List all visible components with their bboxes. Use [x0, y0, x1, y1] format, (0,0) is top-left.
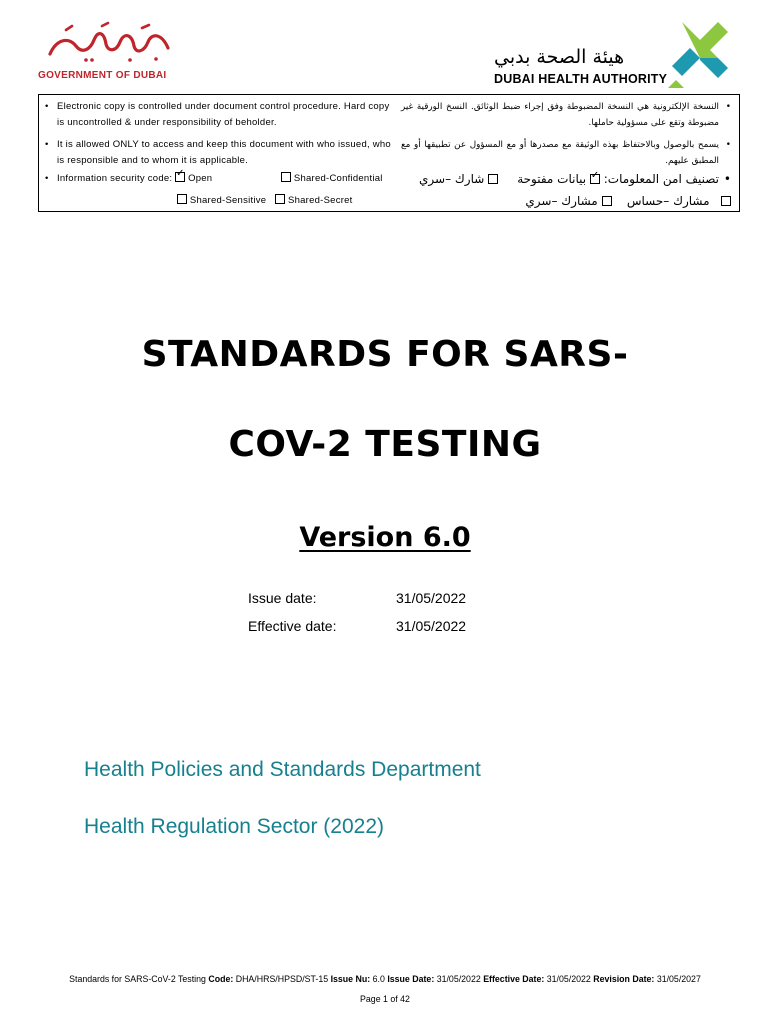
checkbox-ar-shared-sensitive: [721, 196, 731, 206]
footer-doc-name: Standards for SARS-CoV-2 Testing: [69, 974, 206, 984]
footer-effective-value: 31/05/2022: [546, 974, 591, 984]
option-shared-confidential-group: [281, 171, 383, 187]
footer-code-value: DHA/HRS/HPSD/ST-15: [235, 974, 329, 984]
page-number: Page 1 of 42: [360, 994, 410, 1004]
dha-logo-english: DUBAI HEALTH AUTHORITY: [494, 72, 668, 86]
document-version: Version 6.0: [299, 522, 471, 553]
footer-issue-date-value: 31/05/2022: [436, 974, 481, 984]
dha-logo-arabic: هيئة الصحة بدبي: [494, 46, 625, 68]
page-footer: [0, 974, 770, 984]
footer-issue-no-value: 6.0: [372, 974, 385, 984]
checkbox-open-checked: [175, 172, 185, 182]
option-shared-secret: Shared-Secret: [288, 195, 353, 206]
footer-revision-value: 31/05/2027: [656, 974, 701, 984]
footer-code-label: Code:: [208, 974, 234, 984]
checkbox-ar-shared-secret: [488, 174, 498, 184]
document-title-line-2: COV-2 TESTING: [228, 424, 542, 465]
checkbox-ar-shared-secret-2: [602, 196, 612, 206]
footer-issue-date-label: Issue Date:: [387, 974, 435, 984]
dha-emblem-icon: [660, 18, 740, 88]
footer-effective-label: Effective Date:: [483, 974, 545, 984]
effective-date-value: 31/05/2022: [396, 618, 467, 634]
option-shared-sensitive: Shared-Sensitive: [189, 195, 267, 206]
checkbox-shared-sensitive: [177, 194, 187, 204]
security-code-label: Information security code:: [57, 173, 173, 184]
dubai-health-authority-logo: [490, 18, 740, 88]
government-of-dubai-logo: [38, 20, 188, 82]
dubai-calligraphy-icon: [46, 20, 174, 64]
option-shared-confidential: Shared-Confidential: [293, 173, 383, 184]
checkbox-shared-secret: [275, 194, 285, 204]
document-title-line-1: STANDARDS FOR SARS-: [141, 334, 629, 375]
effective-date-label: Effective date:: [248, 618, 337, 634]
issue-date-label: Issue date:: [248, 590, 317, 606]
option-shared-sensitive-group: [177, 193, 353, 209]
footer-issue-no-label: Issue Nu:: [330, 974, 371, 984]
footer-revision-label: Revision Date:: [593, 974, 655, 984]
option-open: Open: [188, 173, 213, 184]
document-control-box: • Electronic copy is controlled under document control procedure. Hard copy is uncontrolled & under responsibility of beholder. • It is allowed ONLY to access and keep this document with who issued, who is responsible and to whom it is applicable. • Information security code: ✓ Open Shared-Confidential Shared-Sensitive Shared-Secret • النسخة الإلكترونية هي النسخة المضبوطة وفق إجراء ضبط الوثائق. النسخ الورقية غير مضبوطة وتقع على مسؤولية حاملها. • يسمح بالوصول وبالاحتفاظ بهذه الوثيقة مع مصدرها أو مع المسؤول عن تطبيقها أو مع المطبق عليهم. • تصنيف امن المعلومات: ✓ بيانات مفتوحة شارك –سري مشارك –حساس مشارك –سري: [38, 94, 740, 212]
issue-date-value: 31/05/2022: [396, 590, 467, 606]
checkbox-ar-open-checked: [590, 174, 600, 184]
department-name: Health Policies and Standards Department: [84, 758, 481, 781]
sector-name: Health Regulation Sector (2022): [84, 815, 385, 838]
checkbox-shared-confidential: [281, 172, 291, 182]
gov-logo-text: GOVERNMENT OF DUBAI: [38, 70, 167, 81]
